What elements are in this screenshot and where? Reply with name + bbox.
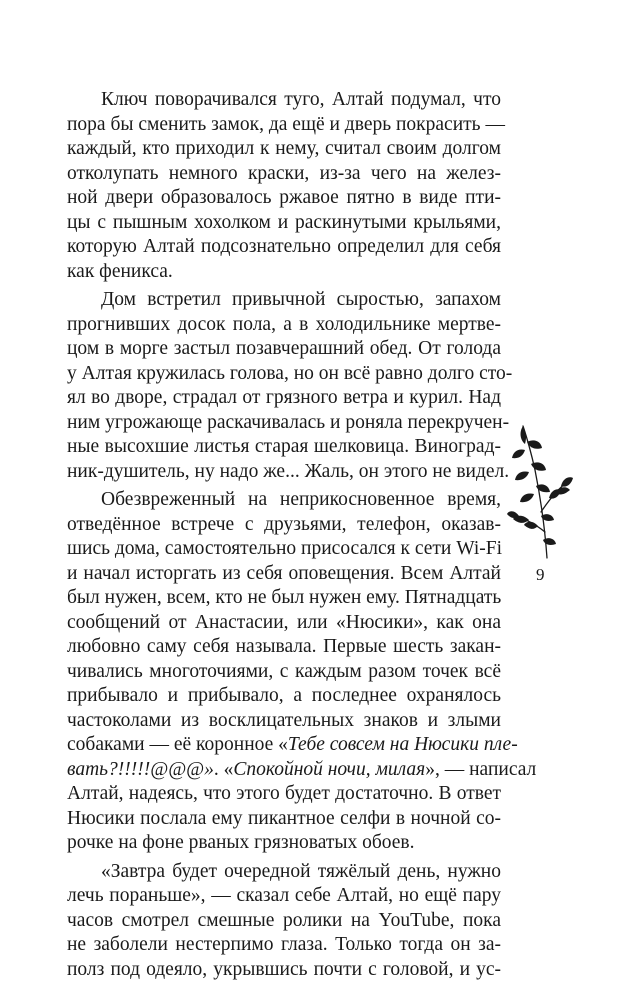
text-run: собаками — её коронное « [67, 734, 288, 755]
text-line [67, 958, 501, 983]
italic-quote: Спокойной ночи, милая [233, 758, 426, 780]
text-run: прогнивших досок пола, а в холодильнике мертве- [67, 313, 501, 335]
text-line [67, 831, 501, 856]
text-line [67, 460, 510, 485]
text-line [67, 488, 501, 513]
text-line [67, 684, 501, 709]
text-line [67, 260, 501, 285]
text-line [67, 635, 501, 660]
text-run: ним угрожающе раскачивалась и роняла перекручен- [67, 411, 510, 433]
text-line [67, 782, 501, 807]
text-run: любовно саму себя называла. Первые шесть закан- [67, 636, 501, 657]
text-line [67, 933, 501, 958]
text-run: пора бы сменить замок, да ещё и дверь покрасить — [67, 113, 505, 135]
text-run: », — написал [425, 758, 537, 780]
text-run: ял во дворе, страдал от грязного ветра и курил. Над [67, 387, 501, 408]
text-line [67, 162, 501, 187]
text-line [67, 235, 501, 260]
text-line [67, 660, 501, 685]
text-run: Дом встретил привычной сыростью, запахом [101, 289, 501, 310]
text-run: лечь пораньше», — сказал себе Алтай, но ещё пару [67, 885, 501, 906]
text-line [67, 186, 501, 211]
text-line [67, 435, 501, 460]
text-line [67, 537, 501, 562]
text-line [67, 386, 501, 411]
text-run: и начал исторгать из себя оповещения. Всем Алтай [67, 562, 501, 584]
text-run: Алтай, надеясь, что этого будет достаточно. В ответ [67, 783, 501, 804]
text-run: не заболели нестерпимо глаза. Только тогда он за- [67, 934, 501, 955]
text-run: Обезвреженный на неприкосновенное время, [101, 489, 501, 510]
text-line [67, 513, 501, 538]
text-line [67, 113, 505, 138]
text-run: которую Алтай подсознательно определил для себя [67, 236, 501, 257]
text-line [67, 362, 513, 387]
text-run: цы с пышным хохолком и раскинутыми крыльями, [67, 211, 501, 233]
text-run: чивались многоточиями, с каждым разом точек всё [67, 660, 501, 682]
text-run: у Алтая кружилась голова, но он всё равно долго сто- [67, 362, 513, 384]
text-line [67, 860, 501, 885]
text-run: ные высохшие листья старая шелковица. Виноград- [67, 436, 501, 457]
text-line [67, 807, 501, 832]
text-line [67, 211, 501, 236]
text-line [67, 586, 501, 611]
text-run: как феникса. [67, 260, 173, 282]
text-run: Ключ поворачивался туго, Алтай подумал, что [101, 89, 501, 110]
text-line [67, 337, 501, 362]
leaf-sprig-icon [505, 420, 575, 560]
text-line [67, 88, 501, 113]
text-line [67, 733, 518, 758]
text-run: отведённое встрече с друзьями, телефон, оказав- [67, 513, 501, 535]
text-run: цом в морге застыл позавчерашний обед. От голода [67, 338, 501, 359]
text-line [67, 884, 501, 909]
italic-quote: вать?!!!!!@@@» [67, 758, 214, 780]
text-line [67, 562, 501, 587]
text-line [67, 909, 501, 934]
text-run: сообщений от Анастасии, или «Нюсики», как она [67, 611, 501, 633]
text-run: «Завтра будет очередной тяжёлый день, нужно [101, 860, 501, 882]
text-run: шись дома, самостоятельно присосался к сети Wi-Fi [67, 538, 503, 559]
text-run: . « [213, 758, 234, 780]
text-run: рочке на фоне рваных грязноватых обоев. [67, 832, 415, 853]
body-text [67, 88, 537, 982]
italic-quote: Тебе совсем на Нюсики пле- [287, 734, 518, 755]
text-run: ник-душитель, ну надо же... Жаль, он этого не видел. [67, 460, 510, 482]
text-run: частоколами из восклицательных знаков и злыми [67, 709, 501, 731]
text-run: ной двери образовалось ржавое пятно в виде пти- [67, 187, 501, 208]
text-run: отколупать немного краски, из-за чего на желез- [67, 162, 501, 184]
text-line [67, 411, 510, 436]
text-run: часов смотрел смешные ролики на YouTube, пока [67, 909, 501, 931]
text-line [67, 758, 537, 783]
text-line [67, 137, 501, 162]
text-run: полз под одеяло, укрывшись почти с головой, и ус- [67, 958, 501, 980]
text-run: был нужен, всем, кто не был нужен ему. Пятнадцать [67, 587, 502, 608]
text-line [67, 288, 501, 313]
page-number: 9 [536, 565, 545, 584]
text-line [67, 611, 501, 636]
text-run: прибывало и прибывало, а последнее охранялось [67, 685, 501, 706]
text-line [67, 709, 501, 734]
text-run: Нюсики послала ему пикантное селфи в ночной со- [67, 807, 501, 829]
text-run: каждый, кто приходил к нему, считал своим долгом [67, 138, 501, 159]
text-line [67, 313, 501, 338]
